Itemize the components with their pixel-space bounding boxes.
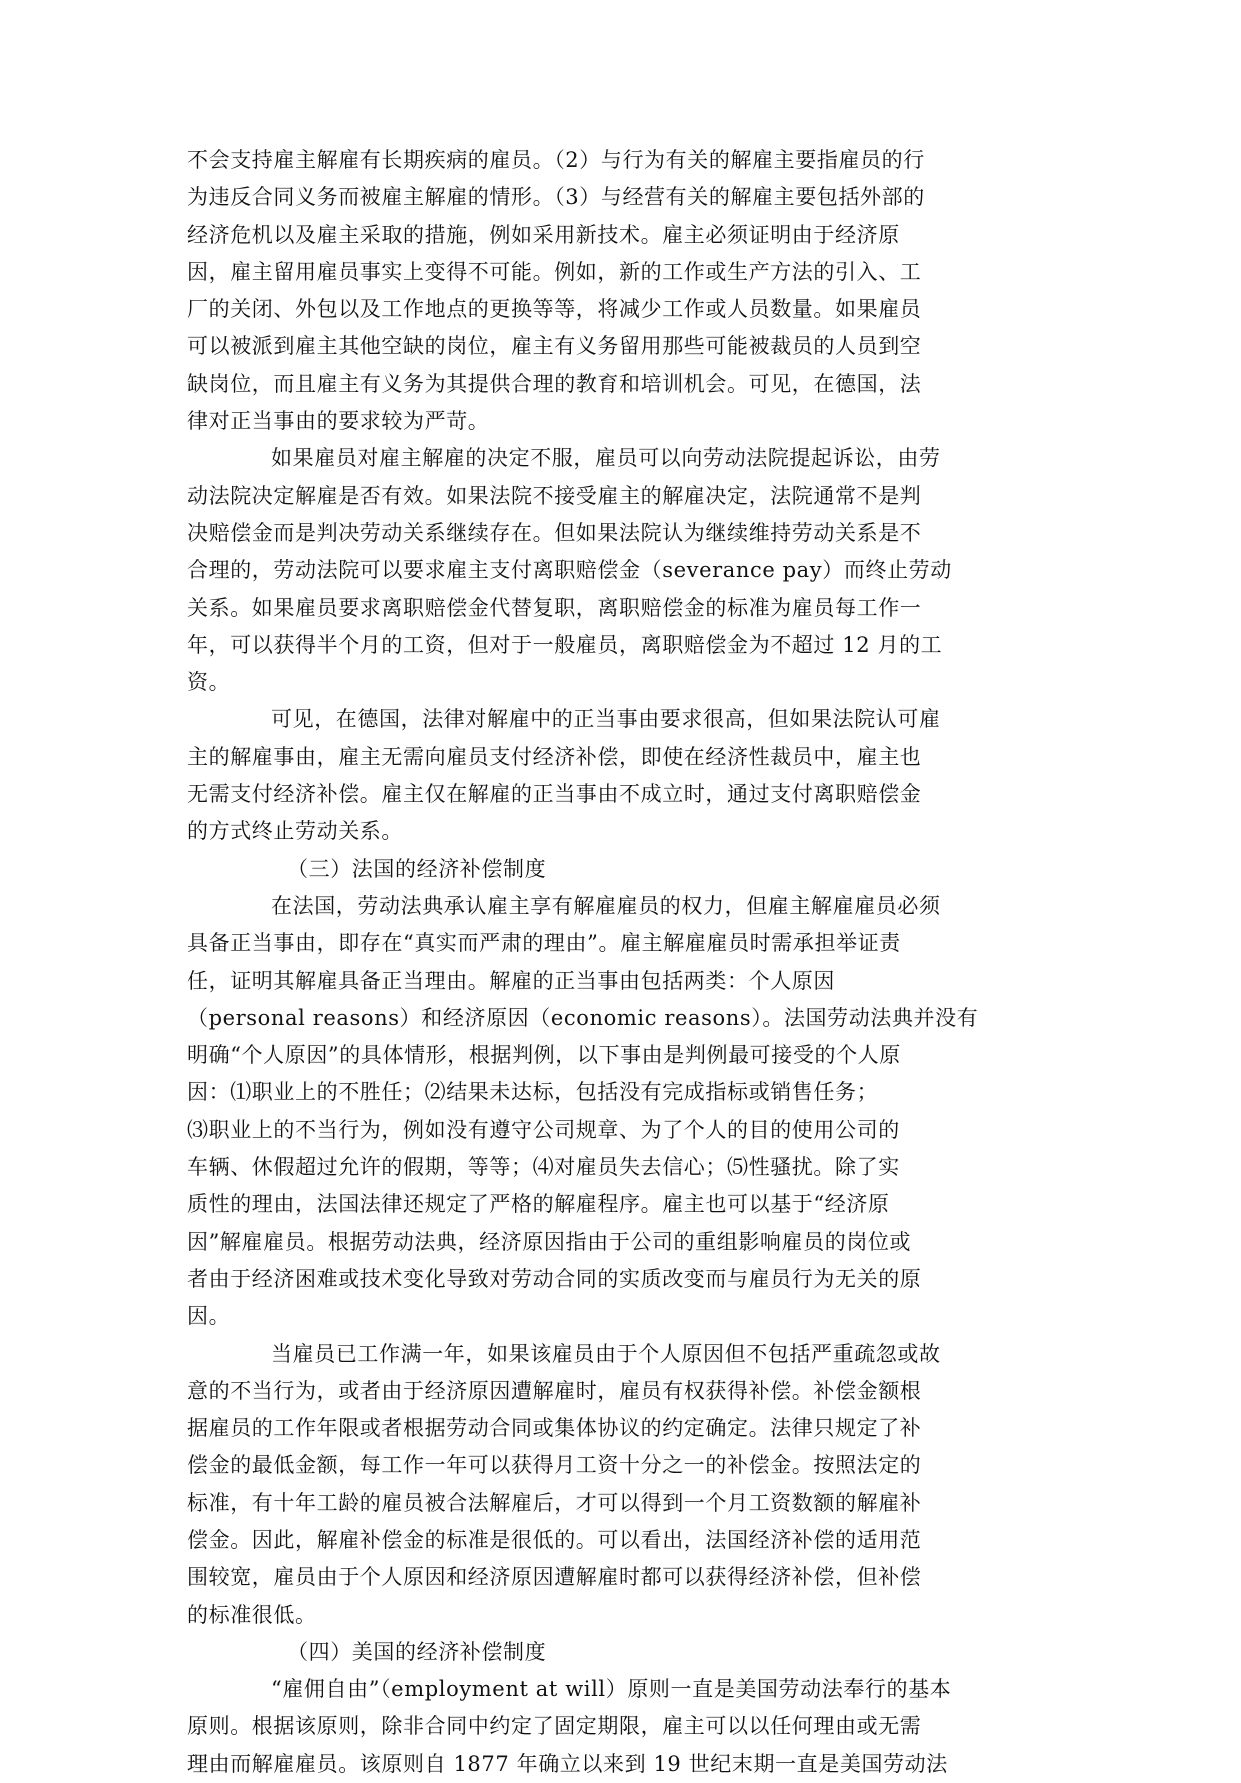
document-body — [187, 142, 1055, 1783]
text-line: 不会支持雇主解雇有长期疾病的雇员。（2）与行为有关的解雇主要指雇员的行 — [187, 148, 925, 172]
text-line: 者由于经济困难或技术变化导致对劳动合同的实质改变而与雇员行为无关的原 — [187, 1266, 922, 1291]
text-line: 因”解雇雇员。根据劳动法典，经济原因指由于公司的重组影响雇员的岗位或 — [187, 1229, 912, 1254]
text-line: 资。 — [187, 670, 231, 695]
text-line: 厂的关闭、外包以及工作地点的更换等等，将减少工作或人员数量。如果雇员 — [187, 297, 922, 322]
text-line: 围较宽，雇员由于个人原因和经济原因遭解雇时都可以获得经济补偿，但补偿 — [187, 1565, 922, 1590]
section-heading: （三）法国的经济补偿制度 — [287, 856, 547, 881]
text-line: ⑶职业上的不当行为，例如没有遵守公司规章、为了个人的目的使用公司的 — [187, 1117, 900, 1142]
text-line: 无需支付经济补偿。雇主仅在解雇的正当事由不成立时，通过支付离职赔偿金 — [187, 782, 922, 807]
text-line: 主的解雇事由，雇主无需向雇员支付经济补偿，即使在经济性裁员中，雇主也 — [187, 744, 922, 769]
text-line: 决赔偿金而是判决劳动关系继续存在。但如果法院认为继续维持劳动关系是不 — [187, 520, 922, 545]
text-line: 的标准很低。 — [187, 1602, 317, 1627]
text-line: 原则。根据该原则，除非合同中约定了固定期限，雇主可以以任何理由或无需 — [187, 1714, 922, 1739]
text-line: “雇佣自由”（employment at will）原则一直是美国劳动法奉行的基本 — [271, 1677, 952, 1702]
text-line: 的方式终止劳动关系。 — [187, 819, 403, 844]
text-line: 律对正当事由的要求较为严苛。 — [187, 409, 490, 434]
text-line: 质性的理由，法国法律还规定了严格的解雇程序。雇主也可以基于“经济原 — [187, 1192, 890, 1217]
text-line: 当雇员已工作满一年，如果该雇员由于个人原因但不包括严重疏忽或故 — [271, 1341, 941, 1366]
text-line: 偿金的最低金额，每工作一年可以获得月工资十分之一的补偿金。按照法定的 — [187, 1453, 922, 1478]
text-line: 任，证明其解雇具备正当理由。解雇的正当事由包括两类：个人原因 — [187, 968, 835, 993]
text-line: 年，可以获得半个月的工资，但对于一般雇员，离职赔偿金为不超过 12 月的工 — [187, 632, 943, 657]
text-line: 可以被派到雇主其他空缺的岗位，雇主有义务留用那些可能被裁员的人员到空 — [187, 334, 922, 359]
text-line: 标准，有十年工龄的雇员被合法解雇后，才可以得到一个月工资数额的解雇补 — [187, 1490, 922, 1515]
text-line: 关系。如果雇员要求离职赔偿金代替复职，离职赔偿金的标准为雇员每工作一 — [187, 595, 922, 620]
text-line: 因：⑴职业上的不胜任；⑵结果未达标，包括没有完成指标或销售任务； — [187, 1080, 879, 1105]
text-line: 如果雇员对雇主解雇的决定不服，雇员可以向劳动法院提起诉讼，由劳 — [271, 446, 941, 471]
text-line: 因。 — [187, 1304, 231, 1329]
text-line: 具备正当事由，即存在“真实而严肃的理由”。雇主解雇雇员时需承担举证责 — [187, 931, 901, 956]
text-line: 车辆、休假超过允许的假期，等等；⑷对雇员失去信心；⑸性骚扰。除了实 — [187, 1155, 900, 1180]
text-line: 可见，在德国，法律对解雇中的正当事由要求很高，但如果法院认可雇 — [271, 707, 941, 732]
text-line: 动法院决定解雇是否有效。如果法院不接受雇主的解雇决定，法院通常不是判 — [187, 483, 922, 508]
text-line: 经济危机以及雇主采取的措施，例如采用新技术。雇主必须证明由于经济原 — [187, 222, 900, 247]
text-line: 因，雇主留用雇员事实上变得不可能。例如，新的工作或生产方法的引入、工 — [187, 259, 922, 284]
text-line: 明确“个人原因”的具体情形，根据判例，以下事由是判例最可接受的个人原 — [187, 1043, 901, 1068]
text-line: （personal reasons）和经济原因（economic reasons）。法国劳动法典并没有 — [187, 1005, 979, 1030]
text-line: 偿金。因此，解雇补偿金的标准是很低的。可以看出，法国经济补偿的适用范 — [187, 1527, 922, 1552]
text-line: 缺岗位，而且雇主有义务为其提供合理的教育和培训机会。可见，在德国，法 — [187, 371, 922, 396]
text-line: 据雇员的工作年限或者根据劳动合同或集体协议的约定确定。法律只规定了补 — [187, 1416, 922, 1441]
text-line: 在法国，劳动法典承认雇主享有解雇雇员的权力，但雇主解雇雇员必须 — [271, 893, 941, 918]
text-line: 为违反合同义务而被雇主解雇的情形。（3）与经营有关的解雇主要包括外部的 — [187, 185, 925, 210]
text-line: 理由而解雇雇员。该原则自 1877 年确立以来到 19 世纪末期一直是美国劳动法 — [187, 1751, 948, 1776]
section-heading: （四）美国的经济补偿制度 — [287, 1639, 547, 1664]
document-page — [187, 142, 1055, 1783]
text-line: 意的不当行为，或者由于经济原因遭解雇时，雇员有权获得补偿。补偿金额根 — [187, 1378, 922, 1403]
text-line: 合理的，劳动法院可以要求雇主支付离职赔偿金（severance pay）而终止劳动 — [187, 558, 952, 583]
